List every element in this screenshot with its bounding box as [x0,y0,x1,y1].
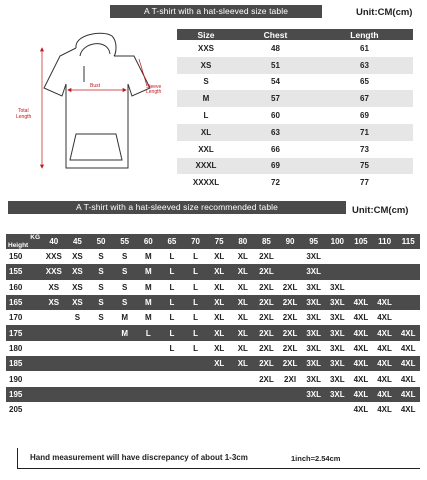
size-recommendation-cell [89,387,113,402]
size-recommendation-cell: S [89,280,113,295]
size-recommendation-cell [278,264,302,279]
size-recommendation-cell: 3XL [326,310,350,325]
size-recommendation-cell: XL [207,280,231,295]
size-recommendation-cell [137,387,161,402]
size-recommendation-cell: S [113,295,137,310]
height-row [6,295,420,310]
size-recommendation-cell: 2XI [278,371,302,386]
weight-header: 90 [278,234,302,249]
size-recommendation-cell: 3XL [302,356,326,371]
height-cell: 175 [6,325,42,340]
size-recommendation-cell: 3XL [302,341,326,356]
size-recommendation-cell: XL [231,341,255,356]
size-recommendation-cell: XL [231,280,255,295]
size-recommendation-cell [42,371,66,386]
size-recommendation-cell: M [137,249,161,264]
size-recommendation-cell [113,371,137,386]
size-recommendation-cell [113,387,137,402]
size-recommendation-cell: M [113,325,137,340]
size-recommendation-cell: 4XL [349,371,373,386]
size-recommendation-cell [278,249,302,264]
size-recommendation-cell [66,341,90,356]
size-recommendation-cell [66,402,90,417]
size-recommendation-cell: L [160,341,184,356]
size-recommendation-cell: 4XL [349,356,373,371]
size-recommendation-cell: L [137,325,161,340]
size-recommendation-cell [66,325,90,340]
bust-label: Bust [90,83,101,89]
size-recommendation-cell [396,280,420,295]
size-recommendation-cell: XXS [42,249,66,264]
height-cell: 190 [6,371,42,386]
weight-header: 55 [113,234,137,249]
size-recommendation-cell: L [160,295,184,310]
chest-cell: 54 [271,77,280,87]
size-recommendation-cell: 3XL [302,280,326,295]
size-row [177,90,413,107]
size-recommendation-cell: L [184,264,208,279]
size-recommendation-cell [66,371,90,386]
size-cell: S [203,77,209,87]
weight-header: 115 [396,234,420,249]
size-recommendation-cell: 3XL [326,341,350,356]
size-recommendation-cell: 4XL [349,402,373,417]
size-recommendation-cell: 2XL [255,249,279,264]
size-recommendation-cell: 2XL [278,341,302,356]
length-cell: 71 [316,124,413,141]
size-cell: XXL [198,144,214,154]
size-recommendation-cell: 4XL [373,325,397,340]
length-cell: 77 [360,178,369,188]
size-recommendation-cell [278,402,302,417]
length-cell: 73 [360,144,369,154]
size-cell: XXXXL [192,178,220,188]
size-recommendation-cell: 3XL [326,387,350,402]
size-cell: XL [177,124,235,141]
weight-header: 70 [184,234,208,249]
size-cell: L [203,111,209,121]
size-recommendation-cell [89,402,113,417]
size-recommendation-cell: L [160,280,184,295]
size-recommendation-cell [66,356,90,371]
size-recommendation-cell: L [184,280,208,295]
length-cell: 63 [316,57,413,74]
weight-header: 40 [42,234,66,249]
size-recommendation-cell: L [160,310,184,325]
weight-header: 75 [207,234,231,249]
size-recommendation-cell: 4XL [373,310,397,325]
size-recommendation-cell: 2XL [278,295,302,310]
size-recommendation-cell: L [184,310,208,325]
size-recommendation-cell [137,341,161,356]
size-recommendation-cell: 3XL [326,325,350,340]
size-recommendation-cell: XL [231,356,255,371]
size-recommendation-cell: 4XL [349,295,373,310]
weight-header: 100 [326,234,350,249]
size-recommendation-cell: S [66,310,90,325]
height-cell: 150 [6,249,42,264]
size-recommendation-cell [349,249,373,264]
size-recommendation-cell: L [160,325,184,340]
chest-cell: 63 [235,124,316,141]
size-recommendation-cell: XL [231,249,255,264]
height-row [6,371,420,386]
size-recommendation-cell: XS [66,249,90,264]
corner-cell [6,234,42,249]
length-cell: 69 [360,111,369,121]
size-recommendation-cell: 2XL [255,310,279,325]
size-recommendation-cell [42,310,66,325]
note-divider [17,468,420,469]
size-recommendation-cell [326,402,350,417]
height-row [6,280,420,295]
size-recommendation-cell [207,402,231,417]
size-recommendation-cell [349,264,373,279]
size-recommendation-cell: XS [66,280,90,295]
height-cell: 185 [6,356,42,371]
size-recommendation-cell: L [184,341,208,356]
size-recommendation-cell: S [113,249,137,264]
height-row [6,341,420,356]
size-cell: M [177,90,235,107]
size-recommendation-cell: S [89,249,113,264]
size-recommendation-cell: S [113,264,137,279]
size-recommendation-cell [349,280,373,295]
length-cell: 67 [316,90,413,107]
size-recommendation-cell [137,371,161,386]
size-recommendation-cell: XL [207,264,231,279]
size-recommendation-cell [396,264,420,279]
weight-header: 105 [349,234,373,249]
size-recommendation-cell: M [137,264,161,279]
size-row [177,124,413,141]
chest-cell: 57 [235,90,316,107]
size-recommendation-cell: 3XL [326,356,350,371]
size-recommendation-cell [326,264,350,279]
size-recommendation-cell: 3XL [326,280,350,295]
size-recommendation-cell: XL [207,341,231,356]
size-recommendation-cell [42,325,66,340]
size-recommendation-cell: L [184,249,208,264]
kg-label: KG [30,234,40,241]
size-row [177,174,413,191]
size-recommendation-cell: M [137,295,161,310]
sleeve-label-2: Length [146,89,162,95]
size-recommendation-cell: L [184,325,208,340]
size-header: Size [177,29,235,40]
size-recommendation-cell: 4XL [349,310,373,325]
size-recommendation-cell: S [89,295,113,310]
size-recommendation-cell [231,402,255,417]
height-row [6,325,420,340]
size-recommendation-cell: 2XL [255,325,279,340]
size-recommendation-cell: XXS [42,264,66,279]
size-recommendation-cell [137,402,161,417]
size-recommendation-cell: XL [207,295,231,310]
size-recommendation-cell: XL [231,264,255,279]
weight-header: 110 [373,234,397,249]
height-cell: 180 [6,341,42,356]
size-recommendation-cell [66,387,90,402]
height-row [6,356,420,371]
weight-header: 80 [231,234,255,249]
size-recommendation-cell: 4XL [373,387,397,402]
size-recommendation-cell [278,387,302,402]
size-recommendation-cell: 4XL [396,325,420,340]
size-recommendation-cell: 3XL [302,310,326,325]
size-table-banner: A T-shirt with a hat-sleeved size table [110,5,322,18]
size-cell: XXS [197,43,214,53]
size-recommendation-cell [207,371,231,386]
chest-cell: 51 [235,57,316,74]
size-recommendation-cell [160,356,184,371]
size-recommendation-cell: 4XL [373,341,397,356]
size-recommendation-cell: 4XL [373,371,397,386]
size-recommendation-cell [373,264,397,279]
size-recommendation-cell: 4XL [396,402,420,417]
size-recommendation-cell: XL [231,295,255,310]
size-recommendation-cell [396,249,420,264]
length-cell: 75 [316,158,413,175]
chest-cell: 66 [271,144,280,154]
recommendation-table [6,234,420,417]
length-header: Length [316,29,413,40]
weight-header: 45 [66,234,90,249]
height-cell: 195 [6,387,42,402]
size-recommendation-cell [42,402,66,417]
size-recommendation-cell: 3XL [302,325,326,340]
size-recommendation-cell: 2XL [255,371,279,386]
size-recommendation-cell: 2XL [278,280,302,295]
size-recommendation-cell: S [89,264,113,279]
height-row [6,387,420,402]
size-recommendation-cell [373,280,397,295]
size-recommendation-cell [89,325,113,340]
size-recommendation-cell [184,371,208,386]
size-recommendation-cell: 2XL [255,295,279,310]
weight-header-row [6,234,420,249]
size-recommendation-cell [326,249,350,264]
size-recommendation-cell [137,356,161,371]
size-recommendation-cell: 3XL [326,371,350,386]
size-recommendation-cell [160,402,184,417]
size-cell: XXXL [177,158,235,175]
size-row [177,40,413,57]
size-recommendation-cell: M [137,310,161,325]
size-recommendation-cell: 2XL [278,325,302,340]
size-recommendation-cell: XL [231,310,255,325]
size-recommendation-cell: XS [66,264,90,279]
size-row [177,74,413,91]
size-recommendation-cell [42,387,66,402]
size-recommendation-cell [184,402,208,417]
size-recommendation-cell: 4XL [396,371,420,386]
size-recommendation-cell [113,356,137,371]
note-divider-vertical [17,448,18,468]
size-recommendation-cell: XL [207,325,231,340]
size-recommendation-cell: S [113,280,137,295]
height-row [6,264,420,279]
size-recommendation-cell: XS [66,295,90,310]
size-recommendation-cell: 2XL [278,356,302,371]
size-recommendation-cell [207,387,231,402]
size-recommendation-cell: 4XL [373,402,397,417]
total-length-label-2: Length [16,114,32,120]
size-recommendation-cell: XL [207,310,231,325]
measurement-note: Hand measurement will have discrepancy of about 1-3cm [30,453,248,462]
height-cell: 205 [6,402,42,417]
height-row [6,249,420,264]
size-recommendation-cell: L [184,295,208,310]
size-recommendation-cell: M [137,280,161,295]
size-recommendation-cell [255,387,279,402]
total-length-label-1: Total [18,108,29,114]
size-recommendation-cell: XS [42,295,66,310]
size-recommendation-cell [113,341,137,356]
height-row [6,310,420,325]
size-recommendation-cell: 2XL [255,264,279,279]
size-row [177,158,413,175]
size-recommendation-cell: 4XL [349,325,373,340]
size-recommendation-cell: XL [231,325,255,340]
size-cell: XS [177,57,235,74]
height-cell: 170 [6,310,42,325]
chest-cell: 69 [235,158,316,175]
weight-header: 50 [89,234,113,249]
size-recommendation-cell [89,371,113,386]
height-row [6,402,420,417]
chest-header: Chest [235,29,316,40]
length-cell: 65 [360,77,369,87]
size-recommendation-cell: 4XL [349,341,373,356]
size-row [177,57,413,74]
size-recommendation-cell: 4XL [396,356,420,371]
size-recommendation-cell: 2XL [255,341,279,356]
height-cell: 165 [6,295,42,310]
size-recommendation-cell [231,371,255,386]
chest-cell: 60 [271,111,280,121]
chest-cell: 48 [271,43,280,53]
size-recommendation-cell: 4XL [396,387,420,402]
hoodie-diagram [4,26,174,186]
size-recommendation-cell: S [89,310,113,325]
size-recommendation-cell: XS [42,280,66,295]
size-table-header-row [177,29,413,40]
inch-note: 1inch=2.54cm [291,454,341,463]
size-recommendation-cell: M [113,310,137,325]
size-recommendation-cell: 3XL [326,295,350,310]
size-recommendation-cell: 2XL [255,356,279,371]
size-recommendation-cell: 3XL [302,371,326,386]
chest-cell: 72 [271,178,280,188]
size-row [177,107,413,124]
size-recommendation-cell [396,310,420,325]
size-recommendation-cell: 2XL [255,280,279,295]
size-recommendation-cell [89,341,113,356]
size-recommendation-cell [42,341,66,356]
size-recommendation-cell [184,387,208,402]
size-row [177,141,413,158]
size-recommendation-cell: L [160,264,184,279]
size-recommendation-cell [184,356,208,371]
size-recommendation-cell: 4XL [396,341,420,356]
unit-label-bottom: Unit:CM(cm) [352,205,409,216]
size-recommendation-cell [373,249,397,264]
size-recommendation-cell: XL [207,249,231,264]
size-recommendation-cell [160,371,184,386]
size-recommendation-cell [42,356,66,371]
size-recommendation-cell [231,387,255,402]
size-recommendation-cell [302,402,326,417]
size-recommendation-cell: XL [207,356,231,371]
size-recommendation-cell: 3XL [302,295,326,310]
size-recommendation-cell [160,387,184,402]
recommended-table-banner: A T-shirt with a hat-sleeved size recommended table [8,201,346,214]
weight-header: 85 [255,234,279,249]
weight-header: 65 [160,234,184,249]
height-cell: 155 [6,264,42,279]
size-recommendation-cell: 3XL [302,249,326,264]
size-recommendation-cell: 4XL [349,387,373,402]
height-cell: 160 [6,280,42,295]
height-label: Height [8,242,29,249]
length-cell: 61 [360,43,369,53]
weight-header: 95 [302,234,326,249]
size-recommendation-cell: L [160,249,184,264]
size-table [177,29,413,191]
unit-label-top: Unit:CM(cm) [356,7,413,18]
size-recommendation-cell: 3XL [302,264,326,279]
size-recommendation-cell [396,295,420,310]
sleeve-label-1: Sleeve [146,84,162,90]
size-recommendation-cell: 3XL [302,387,326,402]
size-recommendation-cell [113,402,137,417]
size-recommendation-cell [89,356,113,371]
size-recommendation-cell [255,402,279,417]
size-recommendation-cell: 2XL [278,310,302,325]
weight-header: 60 [137,234,161,249]
size-recommendation-cell: 4XL [373,356,397,371]
size-recommendation-cell: 4XL [373,295,397,310]
